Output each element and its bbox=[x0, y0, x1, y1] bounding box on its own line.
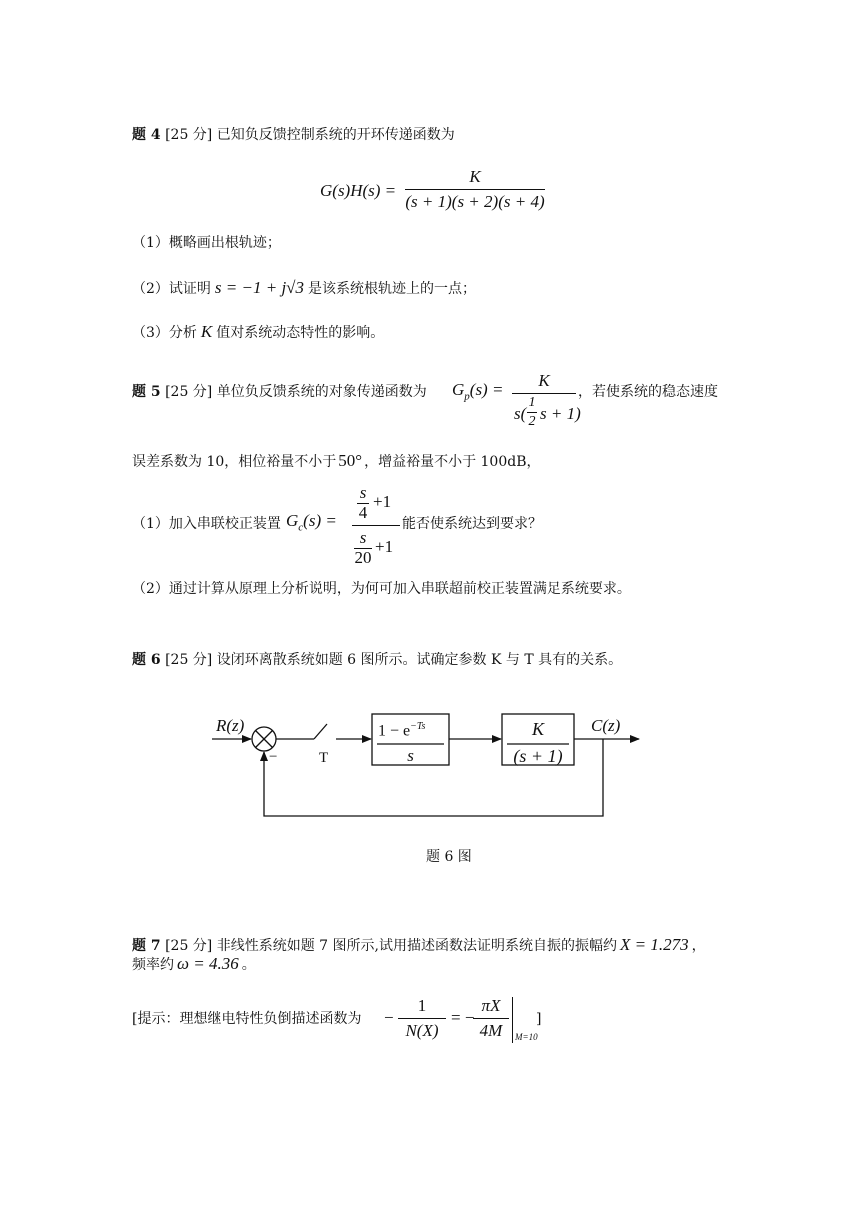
q4-part3-math: K bbox=[200, 322, 213, 341]
q6-zoh-numerator bbox=[378, 721, 425, 740]
q7-hint-num1: 1 bbox=[417, 996, 427, 1015]
q7-comma: ， bbox=[691, 938, 706, 954]
q6-text: 设闭环离散系统如题 6 图所示。试确定参数 K 与 T 具有的关系。 bbox=[216, 652, 623, 668]
q4-part2-math: s = −1 + j√3 bbox=[214, 278, 305, 297]
q6-figure-caption: 题 6 图 bbox=[426, 849, 472, 865]
q5-gp-den-den: 2 bbox=[528, 414, 536, 429]
q7-hint-bar1 bbox=[398, 1018, 446, 1019]
q5-gp-symbol: G bbox=[452, 380, 465, 399]
q4-label: 题 4 bbox=[132, 127, 161, 143]
q6-input-label: R(z) bbox=[216, 716, 245, 735]
q5-gc-den-s: s bbox=[359, 528, 367, 547]
q5-part2: （2）通过计算从原理上分析说明，为何可加入串联超前校正装置满足系统要求。 bbox=[132, 581, 631, 597]
q5-gc-symbol: G bbox=[286, 511, 299, 530]
q5-gp-arg: (s) = bbox=[469, 380, 504, 399]
q6-minus-sign: − bbox=[269, 749, 278, 765]
q4-part3-pre: （3）分析 bbox=[132, 325, 197, 341]
q7-hint-post: ] bbox=[536, 1011, 542, 1027]
q5-phase-margin: 50° bbox=[338, 451, 363, 470]
q4-part2-post: 是该系统根轨迹上的一点； bbox=[308, 281, 477, 297]
q6-zoh-exponent: −Ts bbox=[410, 721, 426, 732]
q7-hint-eq: = − bbox=[451, 1008, 475, 1027]
q6-score: [25 分] bbox=[165, 652, 213, 668]
q6-label: 题 6 bbox=[132, 652, 161, 668]
q7-hint-num2: πX bbox=[481, 996, 501, 1015]
q6-output-label: C(z) bbox=[591, 716, 621, 735]
q5-gc-den-plus: +1 bbox=[375, 537, 394, 556]
q6-plant-numerator: K bbox=[531, 719, 544, 739]
q7-score: [25 分] bbox=[165, 938, 213, 954]
q7-hint-den2: 4M bbox=[479, 1021, 503, 1040]
q4-text: 已知负反馈控制系统的开环传递函数为 bbox=[216, 127, 455, 143]
q5-conditions-post: ，增益裕量不小于 100dB， bbox=[364, 454, 541, 470]
q4-eq-lhs: G(s)H(s) = bbox=[320, 181, 397, 200]
q5-gc-den-20: 20 bbox=[354, 548, 372, 567]
q7-hint-neg: − bbox=[384, 1008, 394, 1027]
q4-eq-denominator: (s + 1)(s + 2)(s + 4) bbox=[405, 192, 545, 211]
q5-label: 题 5 bbox=[132, 384, 161, 400]
q5-gp-den-num: 1 bbox=[528, 395, 536, 410]
q7-hint-bar2 bbox=[473, 1018, 509, 1019]
q5-gc-arg: (s) = bbox=[303, 511, 337, 530]
q7-line2-pre: 频率约 bbox=[132, 957, 174, 973]
q7-line2 bbox=[132, 955, 256, 974]
q7-text: 非线性系统如题 7 图所示,试用描述函数法证明系统自振的振幅约 bbox=[216, 938, 617, 954]
q7-frequency: ω = 4.36 bbox=[177, 954, 239, 973]
q4-score: [25 分] bbox=[165, 127, 213, 143]
q7-heading bbox=[132, 936, 706, 955]
q5-gp-numerator: K bbox=[538, 371, 550, 390]
q7-amplitude: X = 1.273 bbox=[620, 935, 689, 954]
q5-gc-num-plus: +1 bbox=[373, 492, 392, 511]
q5-text: 单位负反馈系统的对象传递函数为 bbox=[216, 384, 427, 400]
q5-gp-den-a: s( bbox=[514, 404, 527, 423]
q5-score: [25 分] bbox=[165, 384, 213, 400]
q7-hint-pre: [提示：理想继电特性负倒描述函数为 bbox=[132, 1011, 362, 1027]
q4-eq-numerator: K bbox=[469, 167, 481, 186]
q5-text-after: ，若使系统的稳态速度 bbox=[578, 384, 718, 400]
q5-gc-subscript: c bbox=[298, 521, 304, 534]
q7-label: 题 7 bbox=[132, 938, 161, 954]
sampler-switch bbox=[314, 724, 327, 739]
q7-hint-den1: N(X) bbox=[405, 1021, 439, 1040]
q6-plant-denominator: (s + 1) bbox=[513, 746, 563, 766]
q7-hint-evaluation-bar bbox=[512, 997, 513, 1043]
q5-gc-num-s: s bbox=[359, 483, 367, 502]
q5-conditions-pre: 误差系数为 10，相位裕量不小于 bbox=[132, 454, 337, 470]
q7-hint-subscript: M=10 bbox=[515, 1032, 538, 1042]
q4-part2-pre: （2）试证明 bbox=[132, 281, 211, 297]
q6-sampler-label: T bbox=[319, 750, 329, 766]
q7-line2-post: 。 bbox=[241, 957, 256, 973]
q4-part1: （1）概略画出根轨迹； bbox=[132, 235, 281, 251]
q6-zoh-denominator: s bbox=[407, 746, 414, 765]
q6-zoh-num-text: 1 − e bbox=[378, 722, 411, 740]
q5-gp-subscript: p bbox=[464, 390, 470, 403]
q4-part3-post: 值对系统动态特性的影响。 bbox=[216, 325, 385, 341]
q5-gp-den-b: s + 1) bbox=[540, 404, 581, 423]
q5-part1-post: 能否使系统达到要求？ bbox=[402, 516, 542, 532]
q5-gc-num-4: 4 bbox=[358, 503, 368, 522]
q5-part1-pre: （1）加入串联校正装置 bbox=[132, 516, 281, 532]
